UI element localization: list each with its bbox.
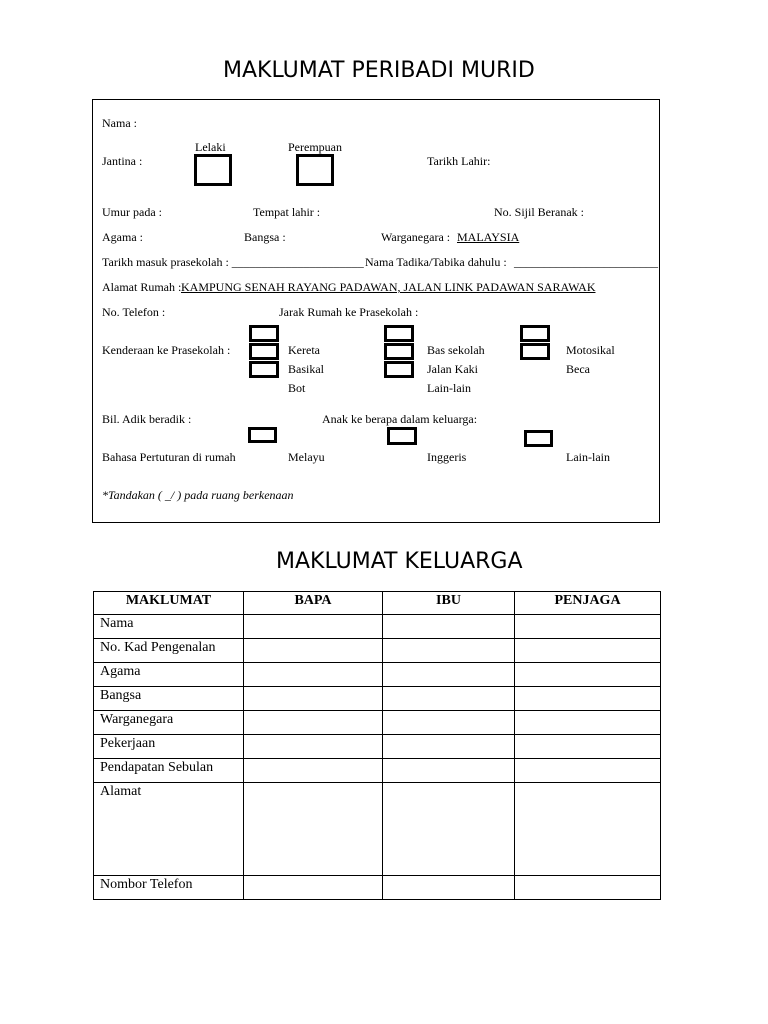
label-tempat-lahir: Tempat lahir : — [253, 205, 321, 219]
cell-penjaga[interactable] — [515, 615, 661, 639]
label-anak-ke: Anak ke berapa dalam keluarga: — [322, 412, 478, 426]
label-inggeris: Inggeris — [427, 450, 467, 464]
label-bil-adik: Bil. Adik beradik : — [102, 412, 192, 426]
family-info-table — [93, 591, 661, 900]
cell-bapa[interactable] — [244, 876, 383, 900]
cell-penjaga[interactable] — [515, 759, 661, 783]
row-label: Warganegara — [94, 711, 244, 735]
checkbox-lelaki[interactable] — [194, 154, 232, 186]
label-nama-tadika: Nama Tadika/Tabika dahulu : — [365, 255, 507, 269]
label-jarak: Jarak Rumah ke Prasekolah : — [279, 305, 419, 319]
value-warganegara: MALAYSIA — [457, 230, 520, 244]
row-label: Nombor Telefon — [94, 876, 244, 900]
row-label: Pendapatan Sebulan — [94, 759, 244, 783]
checkbox-lain-lain-transport[interactable] — [384, 361, 414, 378]
page-title: MAKLUMAT PERIBADI MURID — [223, 58, 535, 83]
table-header-row — [94, 592, 661, 615]
label-bas-sekolah: Bas sekolah — [427, 343, 485, 357]
label-alamat-rumah: Alamat Rumah : — [102, 280, 182, 294]
table-row — [94, 687, 661, 711]
cell-bapa[interactable] — [244, 663, 383, 687]
checkbox-motosikal[interactable] — [520, 325, 550, 342]
table-row — [94, 735, 661, 759]
label-umur: Umur pada : — [102, 205, 162, 219]
table-row — [94, 639, 661, 663]
header-bapa: BAPA — [244, 592, 383, 615]
cell-bapa[interactable] — [244, 759, 383, 783]
row-label: Nama — [94, 615, 244, 639]
label-warganegara: Warganegara : — [381, 230, 451, 244]
cell-ibu[interactable] — [383, 876, 515, 900]
row-label: No. Kad Pengenalan — [94, 639, 244, 663]
table-row — [94, 783, 661, 876]
cell-ibu[interactable] — [383, 639, 515, 663]
row-label: Alamat — [94, 783, 244, 876]
cell-penjaga[interactable] — [515, 711, 661, 735]
label-sijil-beranak: No. Sijil Beranak : — [494, 205, 584, 219]
checkbox-jalan-kaki[interactable] — [384, 343, 414, 360]
checkbox-bas-sekolah[interactable] — [384, 325, 414, 342]
table-row — [94, 711, 661, 735]
header-penjaga: PENJAGA — [515, 592, 661, 615]
cell-penjaga[interactable] — [515, 663, 661, 687]
label-agama: Agama : — [102, 230, 143, 244]
cell-bapa[interactable] — [244, 735, 383, 759]
checkbox-inggeris[interactable] — [387, 427, 417, 445]
note-tandakan: *Tandakan ( _/ ) pada ruang berkenaan — [102, 488, 294, 502]
table-row — [94, 876, 661, 900]
checkbox-beca[interactable] — [520, 343, 550, 360]
label-bangsa: Bangsa : — [244, 230, 286, 244]
label-telefon: No. Telefon : — [102, 305, 166, 319]
label-motosikal: Motosikal — [566, 343, 615, 357]
label-lain-lain-bahasa: Lain-lain — [566, 450, 610, 464]
cell-ibu[interactable] — [383, 711, 515, 735]
label-tarikh-masuk: Tarikh masuk prasekolah : ______________________ — [102, 255, 364, 269]
checkbox-melayu[interactable] — [248, 427, 277, 443]
cell-penjaga[interactable] — [515, 783, 661, 876]
cell-penjaga[interactable] — [515, 876, 661, 900]
cell-bapa[interactable] — [244, 615, 383, 639]
checkbox-kereta[interactable] — [249, 325, 279, 342]
cell-penjaga[interactable] — [515, 735, 661, 759]
cell-ibu[interactable] — [383, 687, 515, 711]
row-label: Pekerjaan — [94, 735, 244, 759]
cell-ibu[interactable] — [383, 615, 515, 639]
line-nama-tadika: ________________________ — [514, 255, 658, 269]
cell-ibu[interactable] — [383, 663, 515, 687]
row-label: Bangsa — [94, 687, 244, 711]
label-lain-lain-transport: Lain-lain — [427, 381, 471, 395]
header-maklumat: MAKLUMAT — [94, 592, 244, 615]
cell-bapa[interactable] — [244, 783, 383, 876]
header-ibu: IBU — [383, 592, 515, 615]
row-label: Agama — [94, 663, 244, 687]
checkbox-basikal[interactable] — [249, 343, 279, 360]
cell-ibu[interactable] — [383, 783, 515, 876]
cell-bapa[interactable] — [244, 687, 383, 711]
label-basikal: Basikal — [288, 362, 324, 376]
label-beca: Beca — [566, 362, 590, 376]
table-row — [94, 759, 661, 783]
cell-penjaga[interactable] — [515, 639, 661, 663]
label-lelaki: Lelaki — [195, 140, 226, 154]
label-tarikh-lahir: Tarikh Lahir: — [427, 154, 491, 168]
cell-bapa[interactable] — [244, 711, 383, 735]
label-nama: Nama : — [102, 116, 137, 130]
checkbox-lain-lain-bahasa[interactable] — [524, 430, 553, 447]
checkbox-bot[interactable] — [249, 361, 279, 378]
section-title-keluarga: MAKLUMAT KELUARGA — [276, 549, 523, 574]
label-kenderaan: Kenderaan ke Prasekolah : — [102, 343, 231, 357]
label-bot: Bot — [288, 381, 306, 395]
table-row — [94, 615, 661, 639]
label-jalan-kaki: Jalan Kaki — [427, 362, 478, 376]
checkbox-perempuan[interactable] — [296, 154, 334, 186]
label-bahasa: Bahasa Pertuturan di rumah — [102, 450, 236, 464]
label-melayu: Melayu — [288, 450, 325, 464]
label-perempuan: Perempuan — [288, 140, 342, 154]
cell-bapa[interactable] — [244, 639, 383, 663]
cell-ibu[interactable] — [383, 759, 515, 783]
table-row — [94, 663, 661, 687]
cell-ibu[interactable] — [383, 735, 515, 759]
value-alamat-rumah: KAMPUNG SENAH RAYANG PADAWAN, JALAN LINK PADAWAN SARAWAK — [181, 280, 596, 294]
label-jantina: Jantina : — [102, 154, 143, 168]
label-kereta: Kereta — [288, 343, 320, 357]
cell-penjaga[interactable] — [515, 687, 661, 711]
